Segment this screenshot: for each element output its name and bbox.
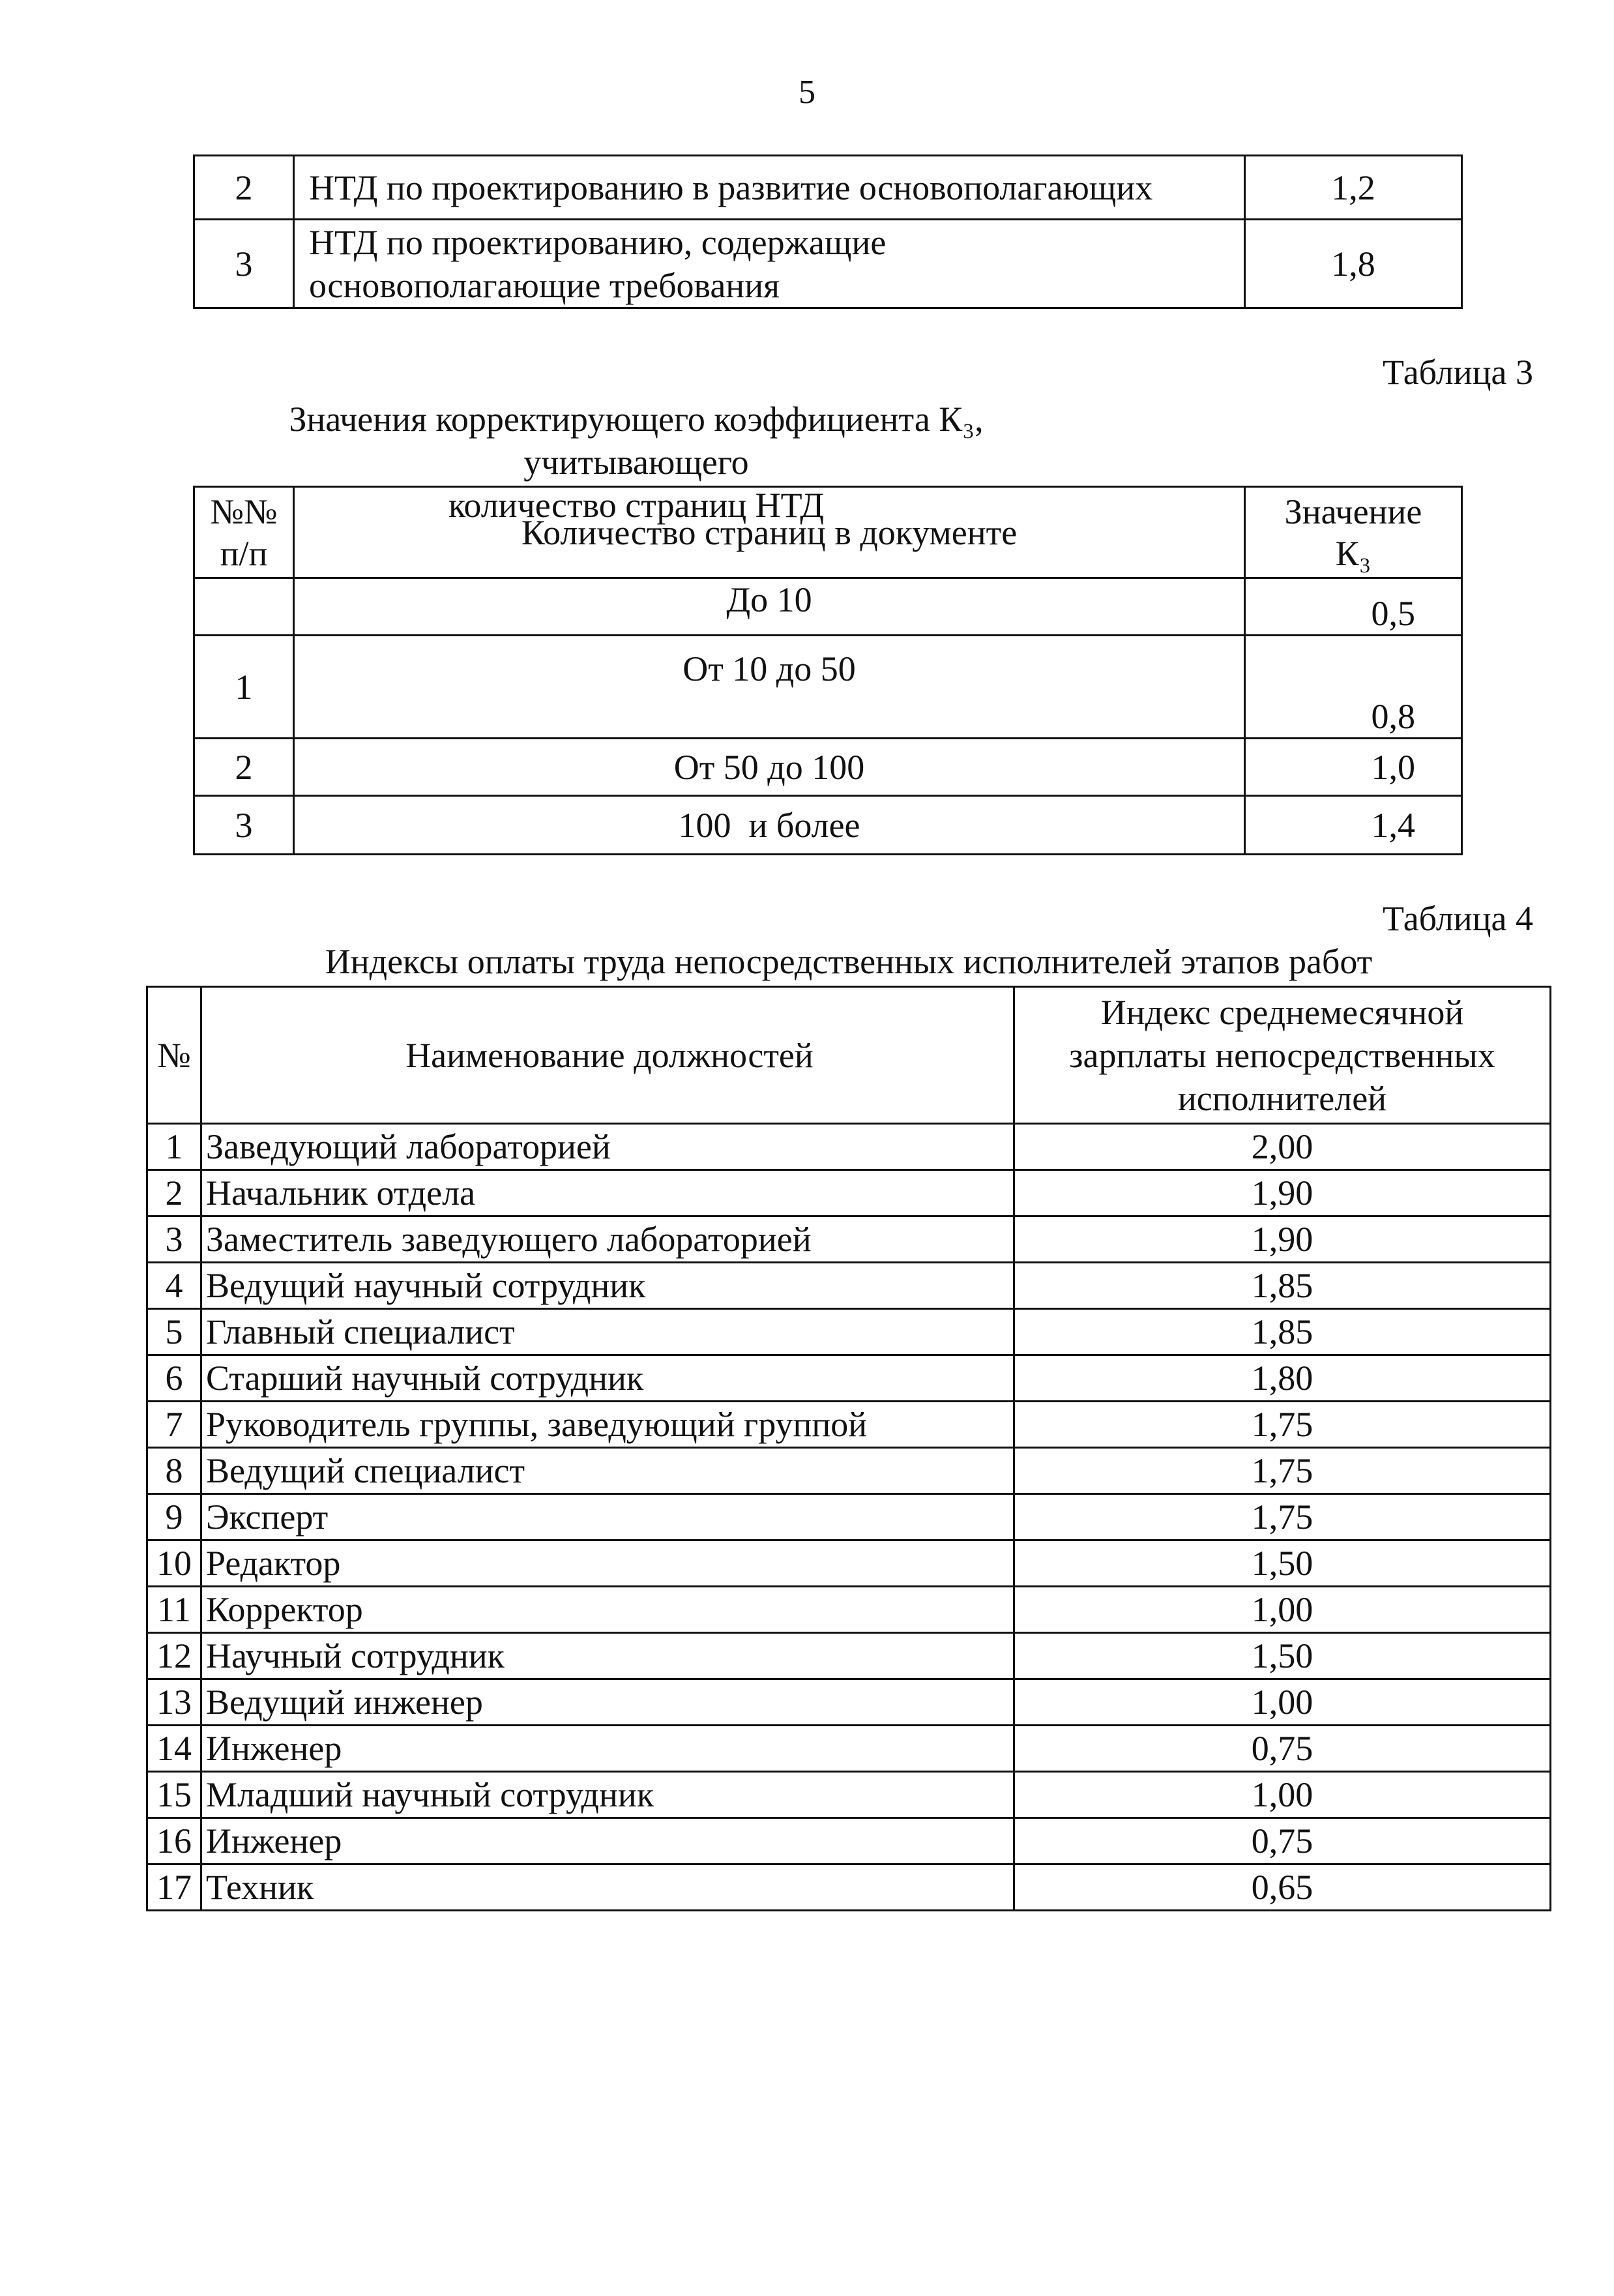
row-number: 8: [147, 1448, 201, 1494]
header-value: [1245, 487, 1462, 578]
header-num-line: №№: [210, 492, 278, 531]
page-number: 5: [799, 74, 815, 111]
position-name: Главный специалист: [201, 1309, 1014, 1355]
pages-range: От 10 до 50: [294, 636, 1245, 739]
salary-index: 2,00: [1014, 1124, 1551, 1170]
position-name: Техник: [201, 1864, 1014, 1911]
table3-caption: Таблица 3: [1383, 353, 1533, 392]
coefficient-value: 1,8: [1245, 220, 1462, 308]
table-row: [147, 1633, 1551, 1679]
document-type: НТД по проектированию в развитие основополагающих: [294, 156, 1245, 220]
position-name: Редактор: [201, 1540, 1014, 1587]
table-row: [147, 1818, 1551, 1864]
position-name: Ведущий инженер: [201, 1679, 1014, 1726]
table-row: [194, 220, 1462, 308]
table-row: [147, 1263, 1551, 1309]
row-number: 3: [194, 220, 294, 308]
table-row: [147, 1170, 1551, 1216]
row-number: 3: [194, 796, 294, 855]
row-number: 2: [147, 1170, 201, 1216]
header-value-line: К₃: [1335, 533, 1372, 573]
position-name: Научный сотрудник: [201, 1633, 1014, 1679]
table-row: [147, 1679, 1551, 1726]
row-number: 7: [147, 1402, 201, 1448]
row-number: 9: [147, 1494, 201, 1540]
table-row: [147, 1540, 1551, 1587]
table-header-row: [147, 987, 1551, 1124]
salary-index: 1,85: [1014, 1263, 1551, 1309]
table-row: [194, 796, 1462, 855]
position-name: Инженер: [201, 1818, 1014, 1864]
table-row: [147, 1864, 1551, 1911]
table3: [193, 486, 1463, 855]
row-number: 1: [147, 1124, 201, 1170]
header-pages: Количество страниц в документе: [294, 487, 1245, 578]
salary-index: 1,00: [1014, 1679, 1551, 1726]
header-index: [1014, 987, 1551, 1124]
table-header-row: [194, 487, 1462, 578]
k3-value: 0,5: [1245, 578, 1462, 636]
row-number: 3: [147, 1216, 201, 1263]
table-row: [147, 1124, 1551, 1170]
salary-index: 1,50: [1014, 1540, 1551, 1587]
row-number: 1: [194, 636, 294, 739]
row-number: 16: [147, 1818, 201, 1864]
position-name: Ведущий специалист: [201, 1448, 1014, 1494]
position-name: Младший научный сотрудник: [201, 1772, 1014, 1818]
salary-index: 1,00: [1014, 1772, 1551, 1818]
header-index-line: исполнителей: [1177, 1078, 1387, 1118]
table-row: [147, 1216, 1551, 1263]
position-name: Ведущий научный сотрудник: [201, 1263, 1014, 1309]
header-position: Наименование должностей: [201, 987, 1014, 1124]
header-index-line: зарплаты непосредственных: [1069, 1035, 1495, 1075]
table4: [146, 986, 1551, 1911]
position-name: Заведующий лабораторией: [201, 1124, 1014, 1170]
salary-index: 0,75: [1014, 1818, 1551, 1864]
table-row: [147, 1355, 1551, 1402]
row-number: 12: [147, 1633, 201, 1679]
row-number: 17: [147, 1864, 201, 1911]
table3-title-line: количество страниц НТД: [448, 486, 825, 525]
position-name: Корректор: [201, 1587, 1014, 1633]
row-number: 14: [147, 1726, 201, 1772]
table-row: [194, 636, 1462, 739]
table-row: [147, 1494, 1551, 1540]
salary-index: 1,50: [1014, 1633, 1551, 1679]
table-row: [147, 1309, 1551, 1355]
salary-index: 1,75: [1014, 1494, 1551, 1540]
k3-value: 1,4: [1245, 796, 1462, 855]
position-name: Начальник отдела: [201, 1170, 1014, 1216]
header-num: №: [147, 987, 201, 1124]
row-number: 11: [147, 1587, 201, 1633]
pages-range: До 10: [294, 578, 1245, 636]
salary-index: 0,65: [1014, 1864, 1551, 1911]
position-name: Эксперт: [201, 1494, 1014, 1540]
table-row: [147, 1448, 1551, 1494]
coefficient-value: 1,2: [1245, 156, 1462, 220]
table-row: [147, 1402, 1551, 1448]
table3-title-line: Значения корректирующего коэффициента К₃, учитывающего: [289, 400, 984, 482]
position-name: Старший научный сотрудник: [201, 1355, 1014, 1402]
table-row: [194, 578, 1462, 636]
document-type-line: НТД по проектированию, содержащие: [309, 222, 887, 262]
row-number: [194, 578, 294, 636]
header-value-line: Значение: [1284, 492, 1422, 531]
row-number: 5: [147, 1309, 201, 1355]
table2-continuation: [193, 155, 1463, 309]
salary-index: 1,80: [1014, 1355, 1551, 1402]
table-row: [147, 1587, 1551, 1633]
row-number: 10: [147, 1540, 201, 1587]
header-index-line: Индекс среднемесячной: [1100, 992, 1464, 1032]
row-number: 2: [194, 739, 294, 796]
position-name: Заместитель заведующего лабораторией: [201, 1216, 1014, 1263]
row-number: 6: [147, 1355, 201, 1402]
pages-range: От 50 до 100: [294, 739, 1245, 796]
salary-index: 0,75: [1014, 1726, 1551, 1772]
document-type-line: основополагающие требования: [309, 265, 780, 305]
k3-value: 0,8: [1245, 636, 1462, 739]
table4-caption: Таблица 4: [1383, 899, 1533, 938]
table-row: [147, 1726, 1551, 1772]
row-number: 15: [147, 1772, 201, 1818]
row-number: 2: [194, 156, 294, 220]
table-row: [147, 1772, 1551, 1818]
header-num-line: п/п: [220, 533, 268, 573]
k3-value: 1,0: [1245, 739, 1462, 796]
position-name: Инженер: [201, 1726, 1014, 1772]
row-number: 4: [147, 1263, 201, 1309]
salary-index: 1,90: [1014, 1216, 1551, 1263]
salary-index: 1,75: [1014, 1402, 1551, 1448]
position-name: Руководитель группы, заведующий группой: [201, 1402, 1014, 1448]
salary-index: 1,90: [1014, 1170, 1551, 1216]
salary-index: 1,00: [1014, 1587, 1551, 1633]
document-type: [294, 220, 1245, 308]
table-row: [194, 156, 1462, 220]
salary-index: 1,85: [1014, 1309, 1551, 1355]
salary-index: 1,75: [1014, 1448, 1551, 1494]
pages-range: 100 и более: [294, 796, 1245, 855]
row-number: 13: [147, 1679, 201, 1726]
table4-title: Индексы оплаты труда непосредственных исполнителей этапов работ: [325, 942, 1373, 981]
table-row: [194, 739, 1462, 796]
header-num: [194, 487, 294, 578]
